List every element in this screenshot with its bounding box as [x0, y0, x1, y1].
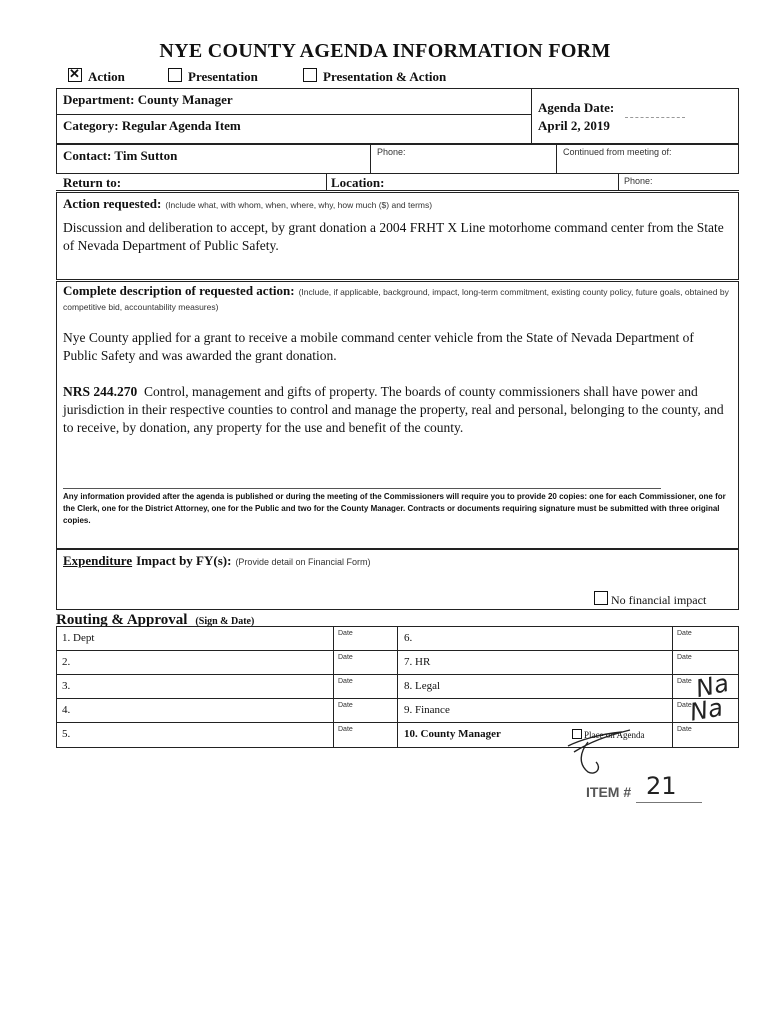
- agenda-date-value: April 2, 2019: [538, 118, 610, 133]
- presentation-action-option[interactable]: Presentation & Action: [303, 68, 446, 85]
- date-label: Date: [677, 630, 692, 637]
- category-field: Category: Regular Agenda Item: [63, 118, 241, 133]
- location-label: Location:: [331, 175, 385, 190]
- checkbox-icon[interactable]: [168, 68, 182, 82]
- date-label: Date: [338, 702, 353, 709]
- item-label: ITEM #: [586, 784, 632, 800]
- checkbox-icon[interactable]: [303, 68, 317, 82]
- presentation-option[interactable]: Presentation: [168, 68, 258, 85]
- return-to-label: Return to:: [63, 175, 122, 190]
- expenditure-header: Expenditure Impact by FY(s): (Provide detail on Financial Form): [63, 553, 371, 568]
- description-paragraph-1: Nye County applied for a grant to receive a mobile command center vehicle from the State of Nevada Department of Public Safety and was awarded the grant donation.: [63, 330, 694, 363]
- routing-right-8: 8. Legal: [404, 680, 441, 692]
- routing-left-4: 4.: [62, 704, 71, 716]
- contact-field: Contact: Tim Sutton: [63, 148, 178, 163]
- routing-right-9: 9. Finance: [404, 704, 450, 716]
- department-field: Department: County Manager: [63, 92, 233, 107]
- handwritten-na-finance: Na: [687, 693, 725, 727]
- phone2-label: Phone:: [624, 176, 653, 186]
- county-manager-signature: [560, 712, 650, 782]
- place-on-agenda-option[interactable]: Place on Agenda: [572, 729, 644, 740]
- action-option[interactable]: ✕Action: [68, 68, 125, 85]
- date-label: Date: [677, 654, 692, 661]
- notice-text: Any information provided after the agenda is published or during the meeting of the Commissioners will require you to provide 20 copies: one for each Commissioner, one for the Clerk, one for the District Attorney, one for the Public and two for the County Manager. Contracts or documents requiring signature must be submitted with three original copies.: [63, 492, 726, 525]
- routing-left-3: 3.: [62, 680, 71, 692]
- phone-label: Phone:: [377, 147, 406, 157]
- description-paragraph-2: NRS 244.270 Control, management and gifts of property. The boards of county commissioners shall have power and jurisdiction in their respective counties to control and manage the property, real and personal, belonging to the county, and to receive, by donation, any property for the use and benefit of the county.: [63, 384, 724, 435]
- continued-label: Continued from meeting of:: [563, 147, 672, 157]
- action-requested-header: Action requested: (Include what, with whom, when, where, why, how much ($) and terms): [63, 196, 433, 211]
- routing-right-6: 6.: [404, 632, 413, 644]
- date-label: Date: [338, 678, 353, 685]
- form-title: NYE COUNTY AGENDA INFORMATION FORM: [159, 40, 611, 62]
- date-label: Date: [338, 654, 353, 661]
- complete-description-header: Complete description of requested action: (Include, if applicable, background, impact, long-term commitment, existing county policy, future goals, obtained by competitive bid, accountability measures): [63, 283, 729, 312]
- date-label: Date: [338, 630, 353, 637]
- checkbox-icon[interactable]: [594, 591, 608, 605]
- routing-right-10: 10. County Manager: [404, 728, 501, 740]
- handwritten-na-legal: Na: [693, 668, 732, 704]
- routing-right-7: 7. HR: [404, 656, 431, 668]
- routing-left-2: 2.: [62, 656, 71, 668]
- item-number: 21: [646, 772, 677, 800]
- action-requested-text: Discussion and deliberation to accept, by grant donation a 2004 FRHT X Line motorhome command center from the State of Nevada Department of Public Safety.: [63, 220, 724, 253]
- routing-left-5: 5.: [62, 728, 71, 740]
- routing-left-1: 1. Dept: [62, 632, 95, 644]
- date-label: Date: [677, 702, 692, 709]
- checkbox-checked-icon[interactable]: [68, 68, 82, 82]
- date-label: Date: [677, 726, 692, 733]
- date-label: Date: [677, 678, 692, 685]
- date-label: Date: [338, 726, 353, 733]
- agenda-date-label: Agenda Date:: [538, 100, 615, 115]
- no-financial-impact-option[interactable]: No financial impact: [594, 591, 706, 608]
- routing-title: Routing & Approval (Sign & Date): [56, 612, 255, 628]
